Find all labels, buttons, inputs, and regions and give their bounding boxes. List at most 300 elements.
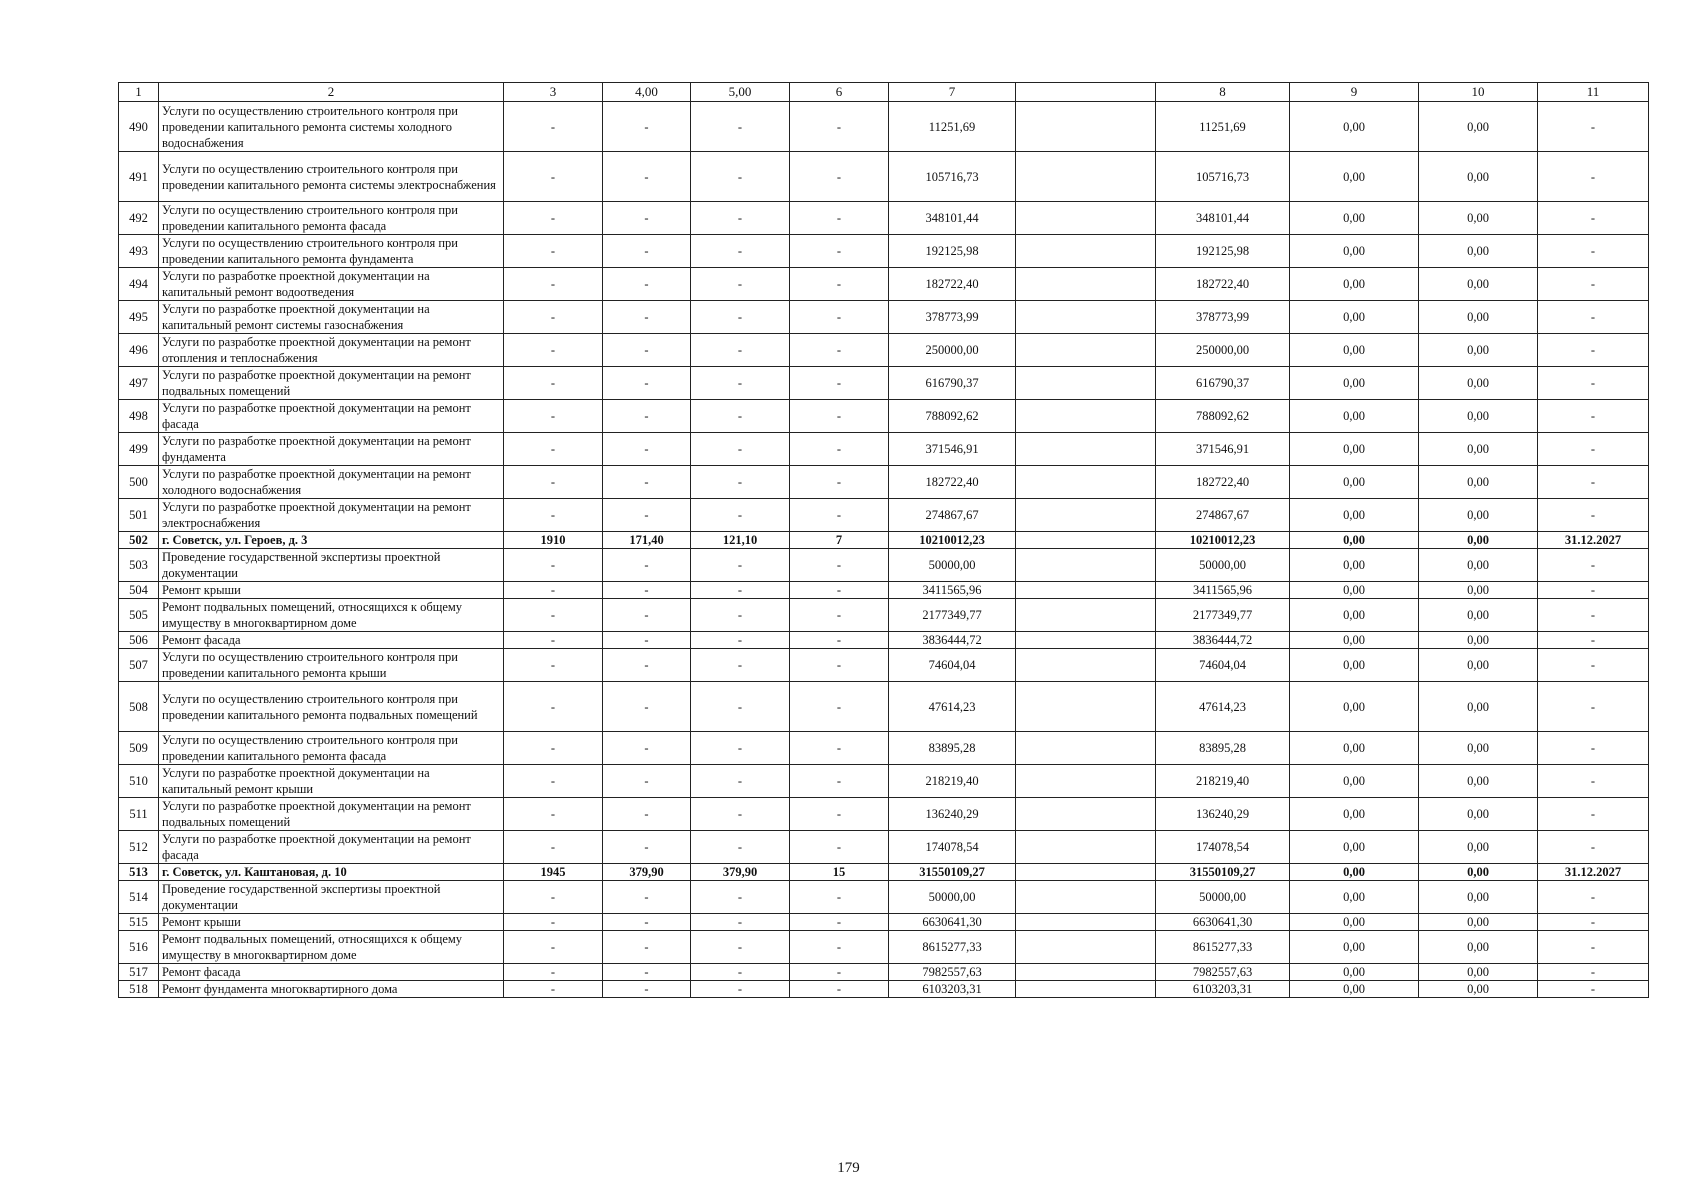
- year-value: -: [504, 235, 603, 268]
- col10-value: 0,00: [1419, 102, 1538, 152]
- year-value: -: [504, 599, 603, 632]
- area-value: -: [603, 964, 691, 981]
- col-header: 1: [119, 83, 159, 102]
- blank-cell: [1016, 798, 1156, 831]
- col-header: 3: [504, 83, 603, 102]
- table-row: [119, 798, 1649, 831]
- count-value: -: [790, 765, 889, 798]
- col9-value: 0,00: [1290, 981, 1419, 998]
- row-name: Ремонт фундамента многоквартирного дома: [159, 981, 504, 998]
- deadline-value: -: [1538, 549, 1649, 582]
- year-value: -: [504, 102, 603, 152]
- row-number: 503: [119, 549, 159, 582]
- row-number: 513: [119, 864, 159, 881]
- year-value: -: [504, 931, 603, 964]
- deadline-value: -: [1538, 682, 1649, 732]
- row-name: г. Советск, ул. Героев, д. 3: [159, 532, 504, 549]
- col10-value: 0,00: [1419, 367, 1538, 400]
- area-living-value: -: [691, 765, 790, 798]
- count-value: -: [790, 400, 889, 433]
- year-value: -: [504, 582, 603, 599]
- deadline-value: -: [1538, 981, 1649, 998]
- area-value: 379,90: [603, 864, 691, 881]
- col9-value: 0,00: [1290, 732, 1419, 765]
- count-value: -: [790, 367, 889, 400]
- row-name: Ремонт крыши: [159, 914, 504, 931]
- area-value: -: [603, 914, 691, 931]
- total-cost: 47614,23: [889, 682, 1016, 732]
- row-number: 508: [119, 682, 159, 732]
- col-header: 9: [1290, 83, 1419, 102]
- row-name: Услуги по разработке проектной документации на ремонт фундамента: [159, 433, 504, 466]
- col9-value: 0,00: [1290, 102, 1419, 152]
- cost-value: 105716,73: [1156, 152, 1290, 202]
- col10-value: 0,00: [1419, 831, 1538, 864]
- row-number: 517: [119, 964, 159, 981]
- area-value: -: [603, 301, 691, 334]
- year-value: -: [504, 881, 603, 914]
- area-living-value: -: [691, 881, 790, 914]
- deadline-value: -: [1538, 202, 1649, 235]
- deadline-value: -: [1538, 599, 1649, 632]
- total-cost: 3411565,96: [889, 582, 1016, 599]
- table-row: [119, 831, 1649, 864]
- area-living-value: -: [691, 914, 790, 931]
- table-row: [119, 682, 1649, 732]
- blank-cell: [1016, 649, 1156, 682]
- total-cost: 274867,67: [889, 499, 1016, 532]
- year-value: -: [504, 499, 603, 532]
- area-value: -: [603, 599, 691, 632]
- row-name: Услуги по разработке проектной документации на ремонт холодного водоснабжения: [159, 466, 504, 499]
- col9-value: 0,00: [1290, 632, 1419, 649]
- total-cost: 10210012,23: [889, 532, 1016, 549]
- deadline-value: -: [1538, 499, 1649, 532]
- row-name: Проведение государственной экспертизы проектной документации: [159, 549, 504, 582]
- year-value: -: [504, 732, 603, 765]
- count-value: -: [790, 202, 889, 235]
- total-cost: 616790,37: [889, 367, 1016, 400]
- col10-value: 0,00: [1419, 235, 1538, 268]
- year-value: -: [504, 798, 603, 831]
- col10-value: 0,00: [1419, 499, 1538, 532]
- cost-value: 31550109,27: [1156, 864, 1290, 881]
- col10-value: 0,00: [1419, 532, 1538, 549]
- area-value: -: [603, 433, 691, 466]
- cost-value: 3411565,96: [1156, 582, 1290, 599]
- row-name: Услуги по разработке проектной документации на капитальный ремонт крыши: [159, 765, 504, 798]
- col9-value: 0,00: [1290, 964, 1419, 981]
- area-value: -: [603, 931, 691, 964]
- blank-cell: [1016, 466, 1156, 499]
- row-number: 512: [119, 831, 159, 864]
- table-row: [119, 981, 1649, 998]
- row-name: Услуги по осуществлению строительного контроля при проведении капитального ремонта фасада: [159, 732, 504, 765]
- deadline-value: -: [1538, 400, 1649, 433]
- col10-value: 0,00: [1419, 202, 1538, 235]
- row-number: 501: [119, 499, 159, 532]
- count-value: -: [790, 549, 889, 582]
- deadline-value: -: [1538, 632, 1649, 649]
- col-header: 11: [1538, 83, 1649, 102]
- cost-value: 10210012,23: [1156, 532, 1290, 549]
- row-name: Услуги по разработке проектной документации на ремонт электроснабжения: [159, 499, 504, 532]
- cost-value: 371546,91: [1156, 433, 1290, 466]
- year-value: -: [504, 682, 603, 732]
- row-name: Ремонт фасада: [159, 632, 504, 649]
- table-row: [119, 599, 1649, 632]
- table-row: [119, 433, 1649, 466]
- year-value: -: [504, 152, 603, 202]
- cost-value: 8615277,33: [1156, 931, 1290, 964]
- area-value: -: [603, 981, 691, 998]
- col9-value: 0,00: [1290, 334, 1419, 367]
- total-cost: 6103203,31: [889, 981, 1016, 998]
- row-number: 504: [119, 582, 159, 599]
- col10-value: 0,00: [1419, 649, 1538, 682]
- deadline-value: -: [1538, 881, 1649, 914]
- total-cost: 788092,62: [889, 400, 1016, 433]
- table-row: [119, 334, 1649, 367]
- count-value: -: [790, 466, 889, 499]
- count-value: 7: [790, 532, 889, 549]
- area-value: 171,40: [603, 532, 691, 549]
- cost-value: 192125,98: [1156, 235, 1290, 268]
- cost-value: 83895,28: [1156, 732, 1290, 765]
- count-value: -: [790, 682, 889, 732]
- area-value: -: [603, 765, 691, 798]
- year-value: -: [504, 466, 603, 499]
- col-header: 7: [889, 83, 1016, 102]
- count-value: -: [790, 831, 889, 864]
- area-living-value: -: [691, 152, 790, 202]
- cost-value: 788092,62: [1156, 400, 1290, 433]
- row-number: 510: [119, 765, 159, 798]
- count-value: -: [790, 582, 889, 599]
- col10-value: 0,00: [1419, 268, 1538, 301]
- col9-value: 0,00: [1290, 152, 1419, 202]
- deadline-value: -: [1538, 914, 1649, 931]
- year-value: -: [504, 831, 603, 864]
- blank-cell: [1016, 732, 1156, 765]
- header-row: [119, 83, 1649, 102]
- col9-value: 0,00: [1290, 532, 1419, 549]
- col-header: 4,00: [603, 83, 691, 102]
- year-value: -: [504, 981, 603, 998]
- col-header: 6: [790, 83, 889, 102]
- deadline-value: -: [1538, 732, 1649, 765]
- count-value: -: [790, 334, 889, 367]
- col10-value: 0,00: [1419, 334, 1538, 367]
- table-row: [119, 152, 1649, 202]
- area-value: -: [603, 334, 691, 367]
- count-value: -: [790, 632, 889, 649]
- row-name: Ремонт подвальных помещений, относящихся к общему имуществу в многоквартирном доме: [159, 931, 504, 964]
- row-number: 500: [119, 466, 159, 499]
- cost-value: 182722,40: [1156, 466, 1290, 499]
- table-row-group: [119, 532, 1649, 549]
- row-number: 502: [119, 532, 159, 549]
- blank-cell: [1016, 931, 1156, 964]
- blank-cell: [1016, 532, 1156, 549]
- row-number: 514: [119, 881, 159, 914]
- total-cost: 83895,28: [889, 732, 1016, 765]
- row-number: 498: [119, 400, 159, 433]
- col9-value: 0,00: [1290, 599, 1419, 632]
- row-number: 494: [119, 268, 159, 301]
- total-cost: 378773,99: [889, 301, 1016, 334]
- count-value: -: [790, 931, 889, 964]
- row-number: 516: [119, 931, 159, 964]
- deadline-value: -: [1538, 102, 1649, 152]
- table-row: [119, 732, 1649, 765]
- blank-cell: [1016, 765, 1156, 798]
- count-value: 15: [790, 864, 889, 881]
- blank-cell: [1016, 582, 1156, 599]
- cost-value: 6103203,31: [1156, 981, 1290, 998]
- year-value: -: [504, 549, 603, 582]
- deadline-value: -: [1538, 433, 1649, 466]
- total-cost: 348101,44: [889, 202, 1016, 235]
- area-value: -: [603, 367, 691, 400]
- row-number: 509: [119, 732, 159, 765]
- deadline-value: -: [1538, 301, 1649, 334]
- col9-value: 0,00: [1290, 582, 1419, 599]
- row-number: 495: [119, 301, 159, 334]
- cost-value: 3836444,72: [1156, 632, 1290, 649]
- table-row: [119, 964, 1649, 981]
- col10-value: 0,00: [1419, 931, 1538, 964]
- total-cost: 6630641,30: [889, 914, 1016, 931]
- year-value: -: [504, 202, 603, 235]
- area-value: -: [603, 549, 691, 582]
- total-cost: 50000,00: [889, 881, 1016, 914]
- row-number: 493: [119, 235, 159, 268]
- area-value: -: [603, 268, 691, 301]
- row-number: 491: [119, 152, 159, 202]
- col10-value: 0,00: [1419, 914, 1538, 931]
- cost-value: 348101,44: [1156, 202, 1290, 235]
- cost-value: 250000,00: [1156, 334, 1290, 367]
- blank-cell: [1016, 202, 1156, 235]
- row-number: 515: [119, 914, 159, 931]
- table-row: [119, 632, 1649, 649]
- count-value: -: [790, 301, 889, 334]
- blank-cell: [1016, 334, 1156, 367]
- table-row: [119, 268, 1649, 301]
- col9-value: 0,00: [1290, 301, 1419, 334]
- cost-value: 74604,04: [1156, 649, 1290, 682]
- blank-cell: [1016, 831, 1156, 864]
- deadline-value: -: [1538, 582, 1649, 599]
- row-name: Ремонт крыши: [159, 582, 504, 599]
- col9-value: 0,00: [1290, 499, 1419, 532]
- area-living-value: -: [691, 433, 790, 466]
- col9-value: 0,00: [1290, 864, 1419, 881]
- total-cost: 7982557,63: [889, 964, 1016, 981]
- blank-cell: [1016, 301, 1156, 334]
- table-row: [119, 466, 1649, 499]
- area-value: -: [603, 798, 691, 831]
- area-living-value: -: [691, 732, 790, 765]
- row-number: 496: [119, 334, 159, 367]
- total-cost: 2177349,77: [889, 599, 1016, 632]
- col9-value: 0,00: [1290, 931, 1419, 964]
- col10-value: 0,00: [1419, 682, 1538, 732]
- area-living-value: -: [691, 367, 790, 400]
- count-value: -: [790, 499, 889, 532]
- area-living-value: -: [691, 649, 790, 682]
- area-value: -: [603, 582, 691, 599]
- area-living-value: -: [691, 599, 790, 632]
- row-number: 497: [119, 367, 159, 400]
- deadline-value: -: [1538, 152, 1649, 202]
- col10-value: 0,00: [1419, 632, 1538, 649]
- table-row: [119, 914, 1649, 931]
- area-living-value: -: [691, 301, 790, 334]
- area-value: -: [603, 649, 691, 682]
- year-value: -: [504, 433, 603, 466]
- repair-register-table: [118, 82, 1649, 998]
- area-value: -: [603, 152, 691, 202]
- area-living-value: -: [691, 235, 790, 268]
- cost-value: 50000,00: [1156, 881, 1290, 914]
- row-name: Услуги по разработке проектной документации на ремонт подвальных помещений: [159, 367, 504, 400]
- area-living-value: -: [691, 831, 790, 864]
- col10-value: 0,00: [1419, 798, 1538, 831]
- area-living-value: -: [691, 334, 790, 367]
- blank-cell: [1016, 864, 1156, 881]
- blank-cell: [1016, 433, 1156, 466]
- count-value: -: [790, 152, 889, 202]
- table-row: [119, 931, 1649, 964]
- row-name: Услуги по осуществлению строительного контроля при проведении капитального ремонта системы холодного водоснабжения: [159, 102, 504, 152]
- count-value: -: [790, 268, 889, 301]
- total-cost: 250000,00: [889, 334, 1016, 367]
- count-value: -: [790, 599, 889, 632]
- row-number: 511: [119, 798, 159, 831]
- col9-value: 0,00: [1290, 268, 1419, 301]
- table-row: [119, 202, 1649, 235]
- cost-value: 378773,99: [1156, 301, 1290, 334]
- cost-value: 274867,67: [1156, 499, 1290, 532]
- col9-value: 0,00: [1290, 367, 1419, 400]
- table-row: [119, 367, 1649, 400]
- cost-value: 616790,37: [1156, 367, 1290, 400]
- deadline-value: 31.12.2027: [1538, 532, 1649, 549]
- count-value: -: [790, 914, 889, 931]
- deadline-value: -: [1538, 466, 1649, 499]
- table-row-group: [119, 864, 1649, 881]
- area-living-value: -: [691, 102, 790, 152]
- blank-cell: [1016, 367, 1156, 400]
- count-value: -: [790, 235, 889, 268]
- blank-cell: [1016, 881, 1156, 914]
- blank-cell: [1016, 400, 1156, 433]
- area-living-value: -: [691, 682, 790, 732]
- count-value: -: [790, 964, 889, 981]
- col10-value: 0,00: [1419, 152, 1538, 202]
- area-value: -: [603, 202, 691, 235]
- col9-value: 0,00: [1290, 549, 1419, 582]
- row-number: 506: [119, 632, 159, 649]
- col-header: 10: [1419, 83, 1538, 102]
- year-value: -: [504, 964, 603, 981]
- year-value: -: [504, 367, 603, 400]
- total-cost: 11251,69: [889, 102, 1016, 152]
- area-living-value: -: [691, 798, 790, 831]
- area-value: -: [603, 682, 691, 732]
- area-value: -: [603, 732, 691, 765]
- col10-value: 0,00: [1419, 433, 1538, 466]
- area-living-value: 379,90: [691, 864, 790, 881]
- row-name: Услуги по разработке проектной документации на ремонт фасада: [159, 400, 504, 433]
- deadline-value: -: [1538, 931, 1649, 964]
- row-number: 490: [119, 102, 159, 152]
- row-name: Услуги по осуществлению строительного контроля при проведении капитального ремонта фасада: [159, 202, 504, 235]
- col9-value: 0,00: [1290, 831, 1419, 864]
- blank-cell: [1016, 235, 1156, 268]
- row-name: Проведение государственной экспертизы проектной документации: [159, 881, 504, 914]
- deadline-value: -: [1538, 798, 1649, 831]
- area-value: -: [603, 235, 691, 268]
- area-living-value: -: [691, 582, 790, 599]
- blank-cell: [1016, 102, 1156, 152]
- table-row: [119, 499, 1649, 532]
- col9-value: 0,00: [1290, 466, 1419, 499]
- col10-value: 0,00: [1419, 582, 1538, 599]
- row-name: Ремонт подвальных помещений, относящихся к общему имуществу в многоквартирном доме: [159, 599, 504, 632]
- row-name: Услуги по осуществлению строительного контроля при проведении капитального ремонта крыши: [159, 649, 504, 682]
- col9-value: 0,00: [1290, 765, 1419, 798]
- table-row: [119, 582, 1649, 599]
- blank-cell: [1016, 549, 1156, 582]
- year-value: 1945: [504, 864, 603, 881]
- col9-value: 0,00: [1290, 881, 1419, 914]
- deadline-value: -: [1538, 367, 1649, 400]
- col9-value: 0,00: [1290, 649, 1419, 682]
- row-name: Услуги по осуществлению строительного контроля при проведении капитального ремонта подвальных помещений: [159, 682, 504, 732]
- deadline-value: -: [1538, 649, 1649, 682]
- count-value: -: [790, 798, 889, 831]
- area-value: -: [603, 831, 691, 864]
- area-value: -: [603, 102, 691, 152]
- year-value: -: [504, 268, 603, 301]
- blank-cell: [1016, 914, 1156, 931]
- year-value: -: [504, 632, 603, 649]
- year-value: -: [504, 334, 603, 367]
- row-name: Услуги по разработке проектной документации на ремонт подвальных помещений: [159, 798, 504, 831]
- blank-cell: [1016, 152, 1156, 202]
- table-row: [119, 765, 1649, 798]
- cost-value: 11251,69: [1156, 102, 1290, 152]
- row-number: 505: [119, 599, 159, 632]
- year-value: -: [504, 400, 603, 433]
- col-header: 8: [1156, 83, 1290, 102]
- total-cost: 50000,00: [889, 549, 1016, 582]
- col-header: 5,00: [691, 83, 790, 102]
- deadline-value: -: [1538, 235, 1649, 268]
- area-value: -: [603, 499, 691, 532]
- col10-value: 0,00: [1419, 881, 1538, 914]
- cost-value: 2177349,77: [1156, 599, 1290, 632]
- col10-value: 0,00: [1419, 864, 1538, 881]
- deadline-value: -: [1538, 765, 1649, 798]
- count-value: -: [790, 732, 889, 765]
- total-cost: 3836444,72: [889, 632, 1016, 649]
- total-cost: 182722,40: [889, 268, 1016, 301]
- year-value: -: [504, 301, 603, 334]
